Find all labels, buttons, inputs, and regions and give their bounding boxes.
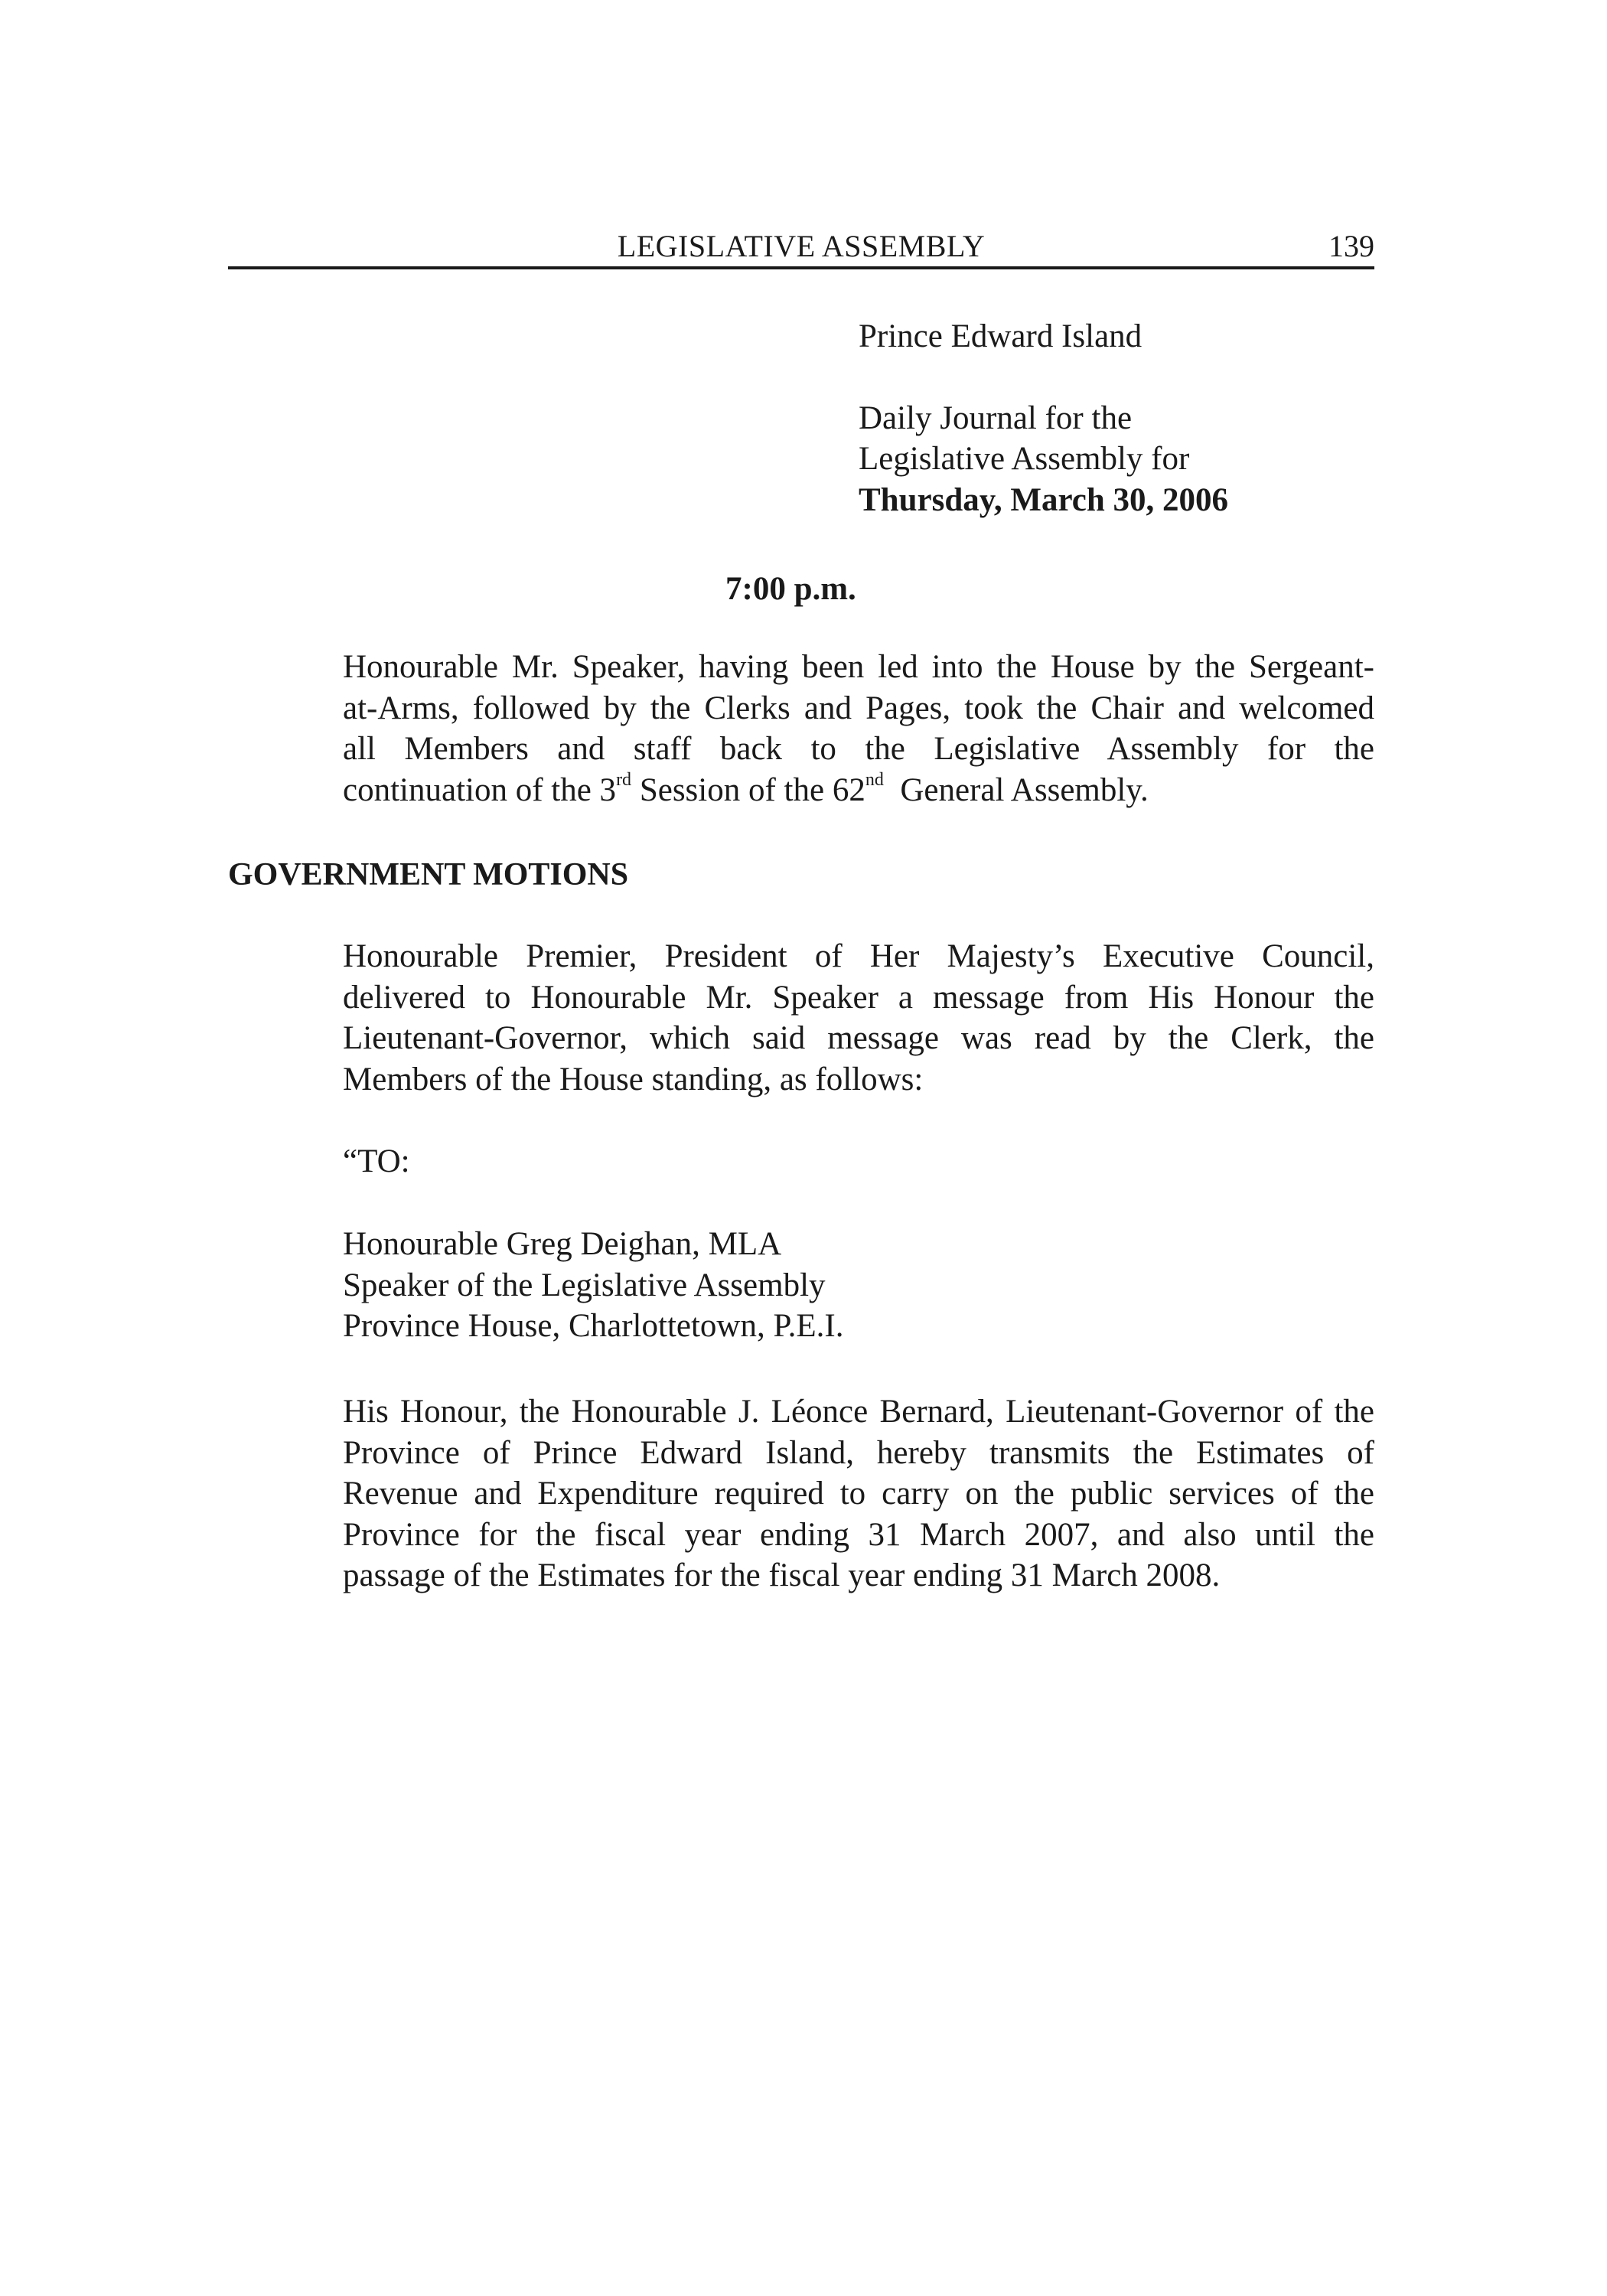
paragraph-line: at-Arms, followed by the Clerks and Pages, took the Chair and welcomed	[343, 690, 1374, 726]
paragraph-line: Revenue and Expenditure required to carry on the public services of the	[343, 1476, 1374, 1512]
running-header	[228, 227, 1374, 266]
paragraph-line: Province of Prince Edward Island, hereby transmits the Estimates of	[343, 1434, 1374, 1471]
paragraph-line: all Members and staff back to the Legislative Assembly for the	[343, 731, 1374, 767]
opening-paragraph	[343, 647, 1374, 810]
addressee-title: Speaker of the Legislative Assembly	[343, 1267, 826, 1303]
addressee-location: Province House, Charlottetown, P.E.I.	[343, 1308, 844, 1344]
paragraph-line: Members of the House standing, as follows:	[343, 1061, 924, 1097]
paragraph-line: passage of the Estimates for the fiscal year ending 31 March 2008.	[343, 1557, 1221, 1593]
paragraph-line: Lieutenant-Governor, which said message was read by the Clerk, the	[343, 1020, 1374, 1056]
journal-masthead	[859, 316, 1394, 520]
header-title: LEGISLATIVE ASSEMBLY	[617, 229, 986, 263]
message-intro-paragraph	[343, 936, 1374, 1100]
paragraph-line: Honourable Premier, President of Her Majesty’s Executive Council,	[343, 938, 1374, 974]
sitting-date: Thursday, March 30, 2006	[859, 481, 1229, 518]
message-salutation: “TO:	[343, 1143, 410, 1179]
section-heading: GOVERNMENT MOTIONS	[228, 857, 629, 892]
sitting-time: 7:00 p.m.	[725, 571, 856, 607]
paragraph-line: Honourable Mr. Speaker, having been led into the House by the Sergeant-	[343, 649, 1374, 685]
page-number: 139	[1328, 229, 1374, 263]
ordinal-suffix: rd	[616, 770, 632, 791]
addressee-block	[343, 1224, 843, 1347]
ordinal-suffix: nd	[865, 770, 884, 791]
paragraph-line: His Honour, the Honourable J. Léonce Bernard, Lieutenant-Governor of the	[343, 1394, 1374, 1430]
header-rule	[228, 266, 1374, 269]
message-body-paragraph	[343, 1391, 1374, 1596]
province-name: Prince Edward Island	[859, 318, 1143, 354]
addressee-name: Honourable Greg Deighan, MLA	[343, 1226, 782, 1262]
paragraph-line: Province for the fiscal year ending 31 March 2007, and also until the	[343, 1516, 1374, 1553]
paragraph-line: delivered to Honourable Mr. Speaker a message from His Honour the	[343, 979, 1374, 1016]
journal-title-line-1: Daily Journal for the	[859, 400, 1133, 436]
journal-title-line-2: Legislative Assembly for	[859, 441, 1190, 477]
paragraph-line: continuation of the 3rd Session of the 62nd General Assembly.	[343, 770, 1149, 808]
